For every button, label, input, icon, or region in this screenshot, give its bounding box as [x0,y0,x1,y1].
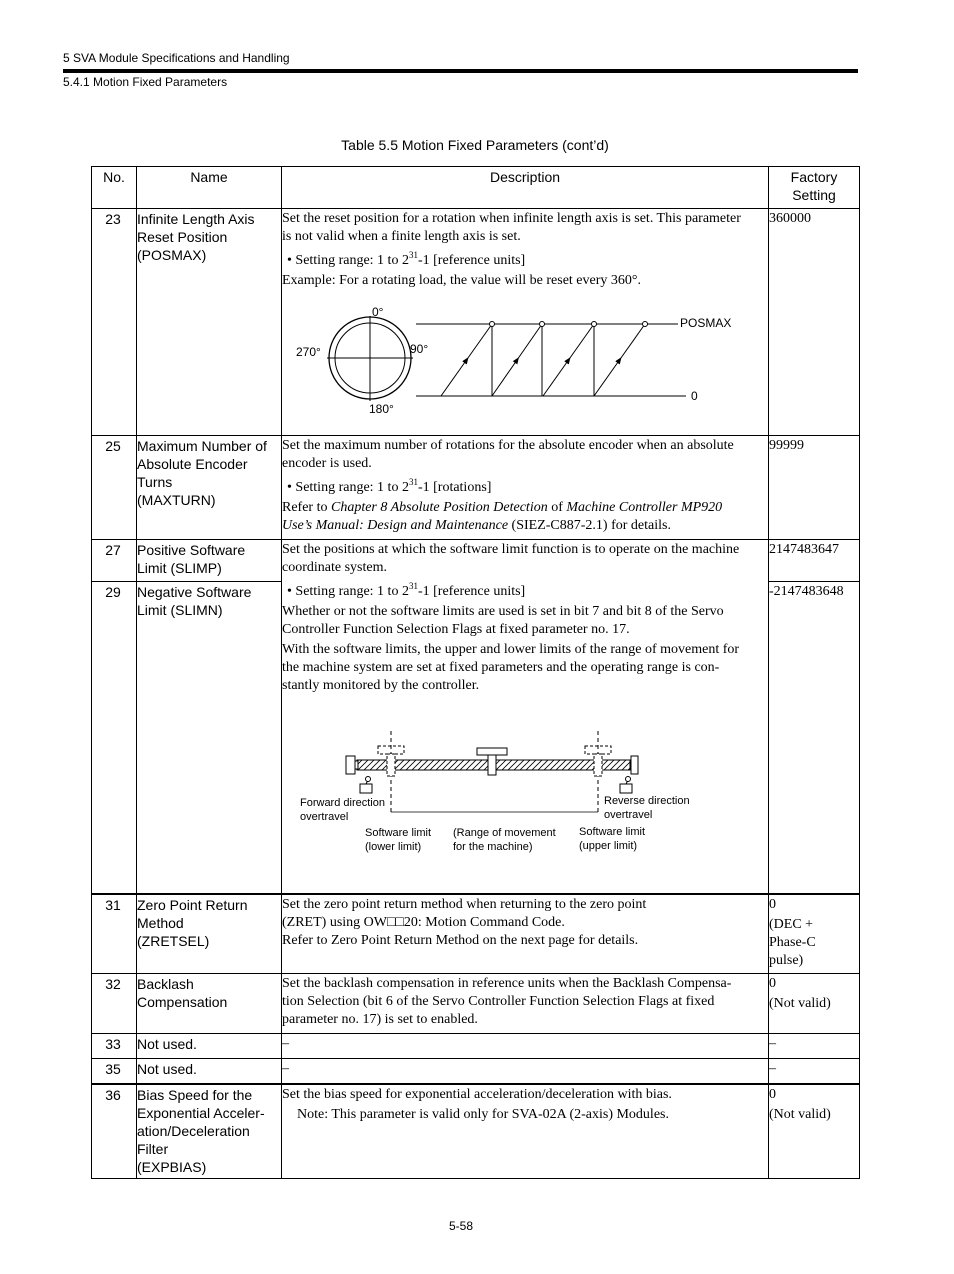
left-coupling [355,761,358,769]
exponent: 31 [408,581,418,591]
description-line: (ZRET) using OW□□20: Motion Command Code. [282,914,565,930]
label-forward-overtravel: overtravel [300,811,349,823]
posmax-point [540,322,545,327]
param-description [282,974,769,1034]
factory-value-note: (Not valid) [769,996,831,1011]
description-line: Set the bias speed for exponential acceleration/deceleration with bias. [282,1086,672,1102]
exponent: 31 [408,477,418,487]
factory-setting [769,1034,860,1059]
name-line: Not used. [137,1061,197,1077]
position-ramp [594,324,645,396]
description-line: Whether or not the software limits are used is set in bit 7 and bit 8 of the Servo [282,604,724,619]
description-line: encoder is used. [282,456,372,471]
name-line: ation/Deceleration [137,1122,250,1139]
rotation-dial [327,316,413,401]
param-description [282,894,769,974]
param-no: 27 [92,540,137,582]
left-shaft-end [346,756,355,774]
position-ramp [441,324,492,396]
factory-value-note: (DEC + [769,916,814,932]
table-row [92,540,860,582]
label-0-deg: 0° [372,305,384,319]
description-line: With the software limits, the upper and lower limits of the range of movement for [282,642,740,657]
name-line: Limit (SLIMN) [137,602,223,618]
description-line: coordinate system. [282,560,387,575]
reverse-overtravel-switch-icon [620,777,632,794]
param-name [137,974,282,1034]
table-row [92,1084,860,1179]
setting-range-text: • Setting range: 1 to 2 [287,480,409,495]
param-no: 32 [92,974,137,1034]
name-line: Not used. [137,1036,197,1052]
label-zero: 0 [691,389,698,403]
sawtooth-graph [416,324,686,396]
setting-range [282,252,766,270]
label-90-deg: 90° [410,342,429,356]
factory-setting [769,1084,860,1179]
name-line: Exponential Acceler- [137,1104,265,1121]
header-no: No. [92,167,137,209]
param-description [282,1034,769,1059]
factory-value-note: (Not valid) [769,1106,831,1122]
upper-limit-nut-ghost [594,754,602,776]
name-line: Method [137,914,184,931]
software-limit-diagram [295,725,705,860]
factory-setting [769,894,860,974]
lower-limit-nut-ghost [387,754,395,776]
param-no: 35 [92,1059,137,1084]
setting-range-text: • Setting range: 1 to 2 [287,584,409,599]
name-line: Bias Speed for the [137,1086,253,1103]
name-line: (POSMAX) [137,247,207,263]
factory-value: 0 [769,976,776,991]
switch-roller [366,777,371,782]
factory-value-note: pulse) [769,952,804,968]
setting-range-text: • Setting range: 1 to 2 [287,253,409,268]
param-no: 25 [92,436,137,540]
label-lower-software-limit: (lower limit) [365,841,422,853]
right-shaft-end [631,756,638,774]
reference-line [282,517,766,535]
factory-setting [769,1059,860,1084]
position-ramp [543,324,594,396]
header-description: Description [282,167,769,209]
param-name [137,1059,282,1084]
reference-text: Refer to [282,500,331,515]
setting-range-unit: -1 [reference units] [417,584,526,599]
description-line: Set the backlash compensation in reference units when the Backlash Compensa- [282,976,732,991]
factory-setting [769,436,860,540]
header-rule [63,69,858,73]
param-no: 31 [92,894,137,974]
name-line: Limit (SLIMP) [137,560,222,576]
label-range-of-movement: for the machine) [453,841,533,853]
header-name: Name [137,167,282,209]
posmax-point [643,322,648,327]
posmax-point [490,322,495,327]
table-row [92,974,860,1034]
header-factory-line: Factory [790,169,838,185]
description-line: the machine system are set at fixed parameters and the operating range is con- [282,660,720,675]
factory-value: 99999 [769,438,804,453]
switch-body [360,784,372,793]
reference-manual-title: Machine Controller MP920 [566,500,723,515]
reference-line [282,499,766,517]
description-line: stantly monitored by the controller. [282,678,480,693]
factory-value: -2147483648 [769,584,844,599]
param-no: 29 [92,582,137,894]
description-line: – [282,1061,289,1076]
label-range-of-movement: (Range of movement [453,827,556,839]
label-180-deg: 180° [369,402,394,416]
name-line: Negative Software [137,584,252,600]
description-line: Set the positions at which the software limit function is to operate on the machine [282,542,740,557]
name-line: Reset Position [137,229,228,245]
factory-value: – [769,1036,776,1051]
description-line: tion Selection (bit 6 of the Servo Controller Function Selection Flags at fixed [282,994,715,1009]
param-description [282,1084,769,1179]
param-no: 33 [92,1034,137,1059]
table-row [92,1034,860,1059]
description-line: parameter no. 17) is set to enabled. [282,1012,478,1027]
forward-overtravel-switch-icon [360,777,372,794]
machine-table-nut [488,755,496,775]
running-header-chapter: 5 SVA Module Specifications and Handling [63,51,290,65]
label-forward-overtravel: Forward direction [300,797,385,809]
posmax-point [592,322,597,327]
description-line: – [282,1036,289,1051]
name-line: Maximum Number of [137,438,267,454]
page-number: 5-58 [449,1219,474,1233]
param-name [137,209,282,436]
name-line: Positive Software [137,542,246,558]
param-no: 23 [92,209,137,436]
label-reverse-overtravel: Reverse direction [604,795,690,807]
param-description [282,436,769,540]
reference-manual-title: Use’s Manual: Design and Maintenance [282,518,509,533]
factory-value: – [769,1061,776,1076]
name-line: Absolute Encoder [137,456,248,472]
setting-range [282,479,766,497]
param-name [137,1084,282,1179]
factory-value: 0 [769,1086,776,1102]
description-line: Refer to Zero Point Return Method on the next page for details. [282,932,639,948]
name-line: Filter [137,1140,169,1157]
description-line: Set the maximum number of rotations for the absolute encoder when an absolute [282,438,734,453]
factory-setting [769,209,860,436]
label-upper-software-limit: (upper limit) [579,840,638,852]
setting-range [282,583,766,601]
description-line: Controller Function Selection Flags at fixed parameter no. 17. [282,622,630,637]
setting-range-unit: -1 [rotations] [417,480,492,495]
param-description [282,1059,769,1084]
name-line: (ZRETSEL) [137,932,210,949]
name-line: Turns [137,474,173,490]
label-reverse-overtravel: overtravel [604,809,653,821]
factory-setting [769,582,860,894]
factory-setting [769,540,860,582]
factory-value: 360000 [769,211,811,226]
description-line: Set the reset position for a rotation when infinite length axis is set. This parameter [282,211,741,226]
exponent: 31 [408,250,418,260]
param-name [137,582,282,894]
factory-value: 2147483647 [769,542,839,557]
description-line: is not valid when a finite length axis is set. [282,229,521,244]
name-line: Compensation [137,994,228,1010]
reference-text: of [547,500,567,515]
header-factory-setting [769,167,860,209]
param-name [137,1034,282,1059]
description-example: Example: For a rotating load, the value will be reset every 360°. [282,273,641,288]
running-header-section: 5.4.1 Motion Fixed Parameters [63,75,228,89]
param-no: 36 [92,1084,137,1179]
name-line: Backlash [137,976,194,992]
name-line: (EXPBIAS) [137,1158,207,1175]
description-line: Set the zero point return method when returning to the zero point [282,896,647,912]
name-line: Infinite Length Axis [137,211,255,227]
table-header-row [92,167,860,209]
reference-text: (SIEZ-C887-2.1) for details. [508,518,671,533]
switch-roller [626,777,631,782]
position-ramp [492,324,542,396]
label-upper-software-limit: Software limit [579,826,646,838]
name-line: Zero Point Return [137,896,248,913]
setting-range-unit: -1 [reference units] [417,253,526,268]
reference-chapter: Chapter 8 Absolute Position Detection [330,500,548,515]
name-line: (MAXTURN) [137,492,216,508]
switch-body [620,784,632,793]
machine-table [477,748,507,755]
label-270-deg: 270° [296,345,321,359]
table-row [92,436,860,540]
label-lower-software-limit: Software limit [365,827,432,839]
param-name [137,894,282,974]
factory-value: 0 [769,896,776,912]
table-row [92,1059,860,1084]
header-setting-line: Setting [792,187,836,203]
label-posmax: POSMAX [680,316,732,330]
table-caption: Table 5.5 Motion Fixed Parameters (cont’d) [341,137,609,153]
description-note: Note: This parameter is valid only for SVA-02A (2-axis) Modules. [297,1106,669,1122]
posmax-reset-diagram [290,300,750,425]
param-name [137,540,282,582]
table-row [92,894,860,974]
factory-value-note: Phase-C [769,934,816,950]
param-name [137,436,282,540]
factory-setting [769,974,860,1034]
